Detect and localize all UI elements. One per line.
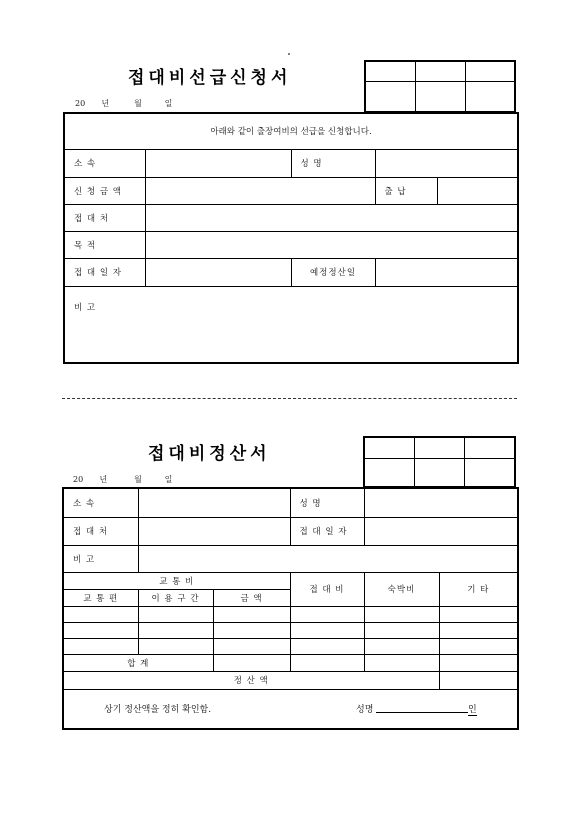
confirm-row xyxy=(63,689,518,729)
approval-cell[interactable] xyxy=(415,61,465,81)
label-date: 접 대 일 자 xyxy=(64,258,145,286)
label-name: 성 명 xyxy=(290,488,364,517)
table-cell[interactable] xyxy=(63,638,138,654)
table-cell[interactable] xyxy=(290,606,364,622)
table-cell[interactable] xyxy=(290,622,364,638)
approval-cell[interactable] xyxy=(365,61,415,81)
form2-main-table xyxy=(62,487,519,730)
label-name: 성 명 xyxy=(291,149,375,177)
table-cell[interactable] xyxy=(138,606,213,622)
header-other: 기 타 xyxy=(439,572,518,606)
label-remarks: 비 고 xyxy=(74,302,97,313)
form1-top-dot xyxy=(288,53,290,55)
approval-cell[interactable] xyxy=(414,437,464,458)
table-cell[interactable] xyxy=(439,606,518,622)
field-total-lodging[interactable] xyxy=(364,654,439,671)
approval-cell[interactable] xyxy=(465,81,515,112)
form1-title: 접대비선급신청서 xyxy=(128,68,292,88)
seal-mark: 인 xyxy=(468,702,477,716)
label-settlement: 정 산 액 xyxy=(63,671,439,689)
field-department[interactable] xyxy=(138,488,290,517)
field-name[interactable] xyxy=(364,488,518,517)
table-cell[interactable] xyxy=(364,638,439,654)
approval-cell[interactable] xyxy=(415,81,465,112)
approval-cell[interactable] xyxy=(465,61,515,81)
form1-main-table xyxy=(63,112,519,364)
label-host: 접 대 처 xyxy=(63,517,138,545)
table-cell[interactable] xyxy=(138,622,213,638)
label-department: 소 속 xyxy=(63,488,138,517)
table-cell[interactable] xyxy=(213,638,290,654)
label-purpose: 목 적 xyxy=(64,231,145,258)
label-entertain-date: 접 대 일 자 xyxy=(290,517,364,545)
field-total-entertain[interactable] xyxy=(290,654,364,671)
field-entertain-date[interactable] xyxy=(364,517,518,545)
header-lodging: 숙박비 xyxy=(364,572,439,606)
label-total: 합 계 xyxy=(63,654,213,671)
table-cell[interactable] xyxy=(364,622,439,638)
field-remarks[interactable] xyxy=(64,286,518,363)
field-amount[interactable] xyxy=(145,177,375,204)
label-department: 소 속 xyxy=(64,149,145,177)
field-remarks[interactable] xyxy=(138,545,518,572)
form1-approval-boxes xyxy=(364,60,516,113)
field-date[interactable] xyxy=(145,258,291,286)
confirm-statement: 상기 정산액을 정히 확인함. xyxy=(104,704,212,715)
table-cell[interactable] xyxy=(213,606,290,622)
field-settlement[interactable] xyxy=(439,671,518,689)
label-settle-date: 예정정산일 xyxy=(291,258,375,286)
label-host: 접 대 처 xyxy=(64,204,145,231)
cut-line-divider xyxy=(62,398,517,399)
table-cell[interactable] xyxy=(138,638,213,654)
header-transport-mode: 교 통 편 xyxy=(63,589,138,606)
field-purpose[interactable] xyxy=(145,231,518,258)
header-entertain-cost: 접 대 비 xyxy=(290,572,364,606)
approval-cell[interactable] xyxy=(414,458,464,487)
label-remarks: 비 고 xyxy=(63,545,138,572)
field-name[interactable] xyxy=(375,149,518,177)
form1-date-line: 20 년 월 일 xyxy=(75,99,173,108)
table-cell[interactable] xyxy=(439,622,518,638)
field-total-other[interactable] xyxy=(439,654,518,671)
approval-cell[interactable] xyxy=(364,458,414,487)
approval-cell[interactable] xyxy=(364,437,414,458)
table-cell[interactable] xyxy=(439,638,518,654)
form1-intro: 아래와 같이 출장여비의 선급을 신청합니다. xyxy=(64,113,518,149)
signature-label: 성명 xyxy=(356,704,374,715)
label-disbursement: 출 납 xyxy=(375,177,437,204)
field-host[interactable] xyxy=(138,517,290,545)
form2-date-line: 20 년 월 일 xyxy=(73,475,173,484)
signature-line[interactable] xyxy=(376,712,468,713)
table-cell[interactable] xyxy=(63,622,138,638)
field-disbursement[interactable] xyxy=(437,177,518,204)
approval-cell[interactable] xyxy=(465,458,515,487)
field-host[interactable] xyxy=(145,204,518,231)
header-amount: 금 액 xyxy=(213,589,290,606)
table-cell[interactable] xyxy=(213,622,290,638)
table-cell[interactable] xyxy=(63,606,138,622)
form2-title: 접대비정산서 xyxy=(148,444,271,464)
field-settle-date[interactable] xyxy=(375,258,518,286)
approval-cell[interactable] xyxy=(465,437,515,458)
header-route: 이 용 구 간 xyxy=(138,589,213,606)
label-amount: 신 청 금 액 xyxy=(64,177,145,204)
table-cell[interactable] xyxy=(290,638,364,654)
approval-cell[interactable] xyxy=(365,81,415,112)
field-department[interactable] xyxy=(145,149,291,177)
field-total-amount[interactable] xyxy=(213,654,290,671)
form2-approval-boxes xyxy=(363,436,516,488)
table-cell[interactable] xyxy=(364,606,439,622)
header-transport: 교 통 비 xyxy=(63,572,290,589)
